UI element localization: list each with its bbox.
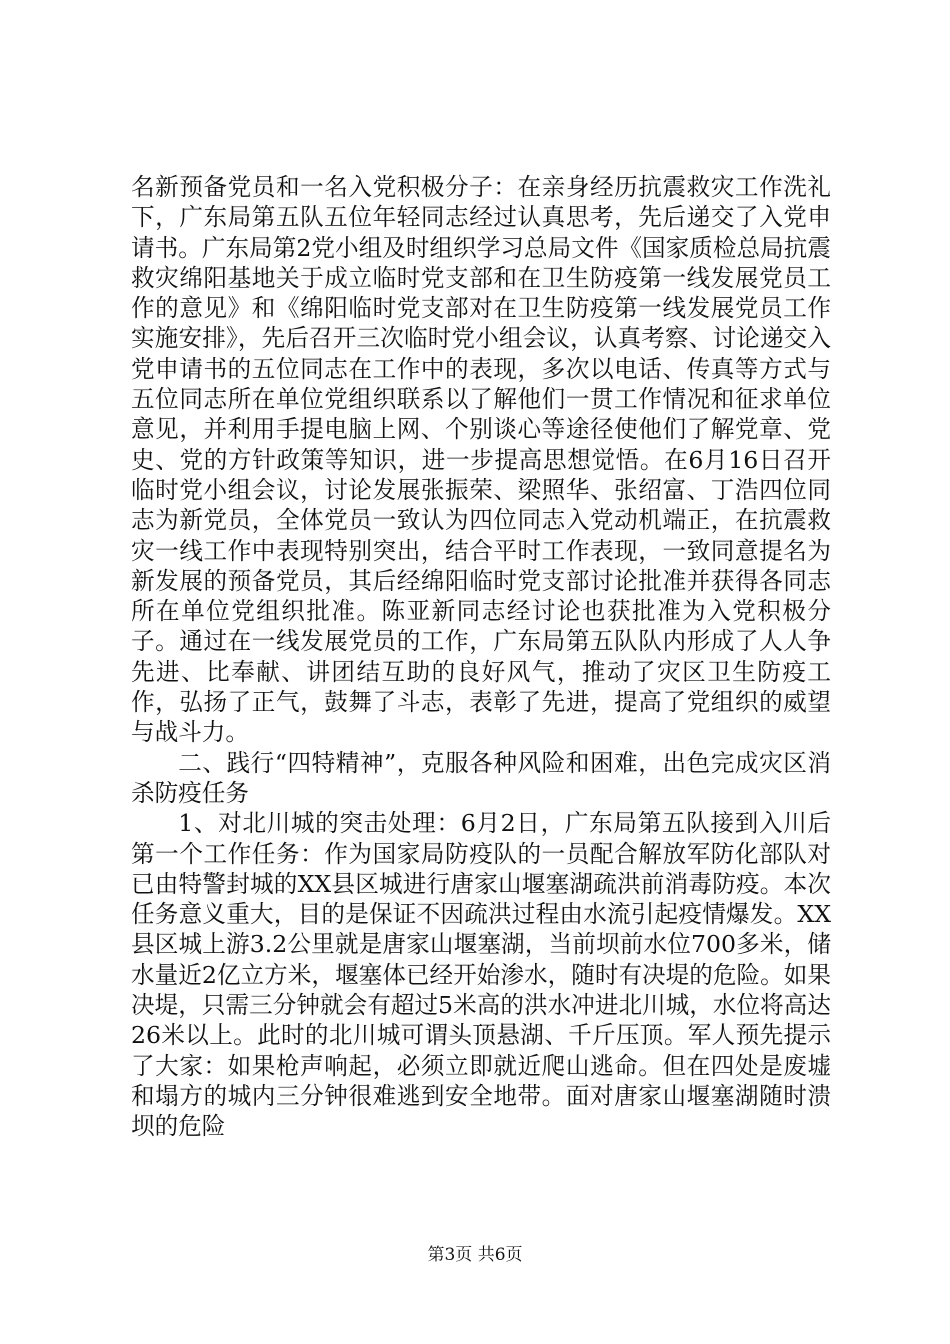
- paragraph-party-recruitment: 名新预备党员和一名入党积极分子：在亲身经历抗震救灾工作洗礼下，广东局第五队五位年轻同志经过认真思考，先后递交了入党申请书。广东局第2党小组及时组织学习总局文件《国家质检总局抗震救灾绵阳基地关于成立临时党支部和在卫生防疫第一线发展党员工作的意见》和《绵阳临时党支部对在卫生防疫第一线发展党员工作实施安排》，先后召开三次临时党小组会议，认真考察、讨论递交入党申请书的五位同志在工作中的表现，多次以电话、传真等方式与五位同志所在单位党组织联系以了解他们一贯工作情况和征求单位意见，并利用手提电脑上网、个别谈心等途径使他们了解党章、党史、党的方针政策等知识，进一步提高思想觉悟。在6月16日召开临时党小组会议，讨论发展张振荣、梁照华、张绍富、丁浩四位同志为新党员，全体党员一致认为四位同志入党动机端正，在抗震救灾一线工作中表现特别突出，结合平时工作表现，一致同意提名为新发展的预备党员，其后经绵阳临时党支部讨论批准并获得各同志所在单位党组织批准。陈亚新同志经讨论也获批准为入党积极分子。通过在一线发展党员的工作，广东局第五队队内形成了人人争先进、比奉献、讲团结互助的良好风气，推动了灾区卫生防疫工作，弘扬了正气，鼓舞了斗志，表彰了先进，提高了党组织的威望与战斗力。: [131, 173, 831, 747]
- paragraph-beichuan-operation: 1、对北川城的突击处理：6月2日，广东局第五队接到入川后第一个工作任务：作为国家局防疫队的一员配合解放军防化部队对已由特警封城的XX县区城进行唐家山堰塞湖疏洪前消毒防疫。本次任务意义重大，目的是保证不因疏洪过程由水流引起疫情爆发。XX县区城上游3.2公里就是唐家山堰塞湖，当前坝前水位700多米，储水量近2亿立方米，堰塞体已经开始渗水，随时有决堤的危险。如果决堤，只需三分钟就会有超过5米高的洪水冲进北川城，水位将高达26米以上。此时的北川城可谓头顶悬湖、千斤压顶。军人预先提示了大家：如果枪声响起，必须立即就近爬山逃命。但在四处是废墟和塌方的城内三分钟很难逃到安全地带。面对唐家山堰塞湖随时溃坝的危险: [131, 809, 831, 1141]
- page-footer: 第3页 共6页: [427, 1245, 523, 1265]
- document-body: [131, 172, 831, 1142]
- section-heading-2: 二、践行“四特精神”，克服各种风险和困难，出色完成灾区消杀防疫任务: [131, 748, 831, 807]
